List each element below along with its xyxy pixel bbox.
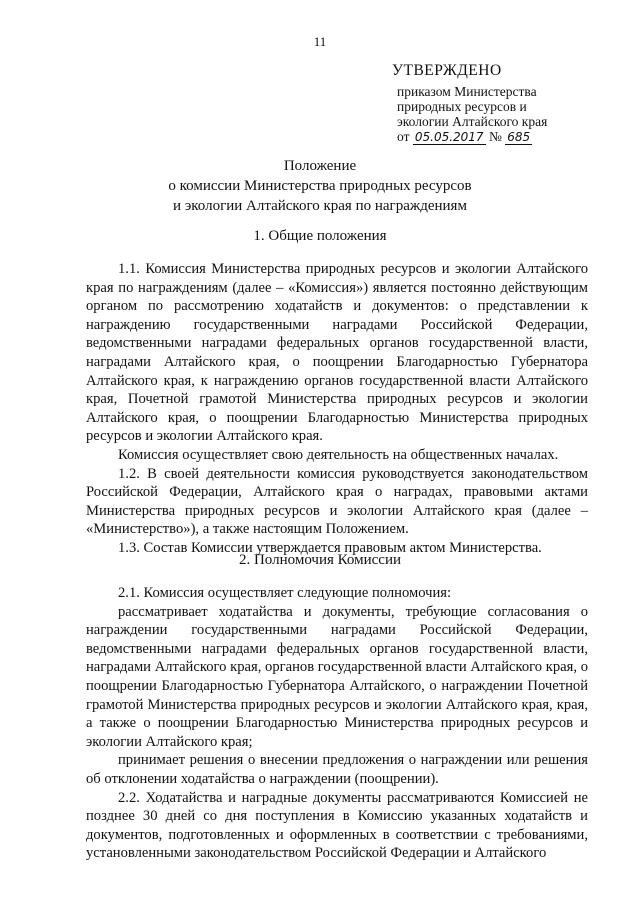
section-2-heading: 2. Полномочия Комиссии xyxy=(238,552,402,568)
title-line-2: о комиссии Министерства природных ресурсов xyxy=(168,178,472,194)
paragraph-1-1b: Комиссия осуществляет свою деятельность на общественных началах. xyxy=(118,446,559,463)
approval-block xyxy=(397,84,587,145)
paragraph-1-3: 1.3. Состав Комиссии утверждается правовым актом Министерства. xyxy=(118,539,542,556)
approval-line-3: экологии Алтайского края xyxy=(397,114,548,129)
number-prefix: № xyxy=(488,129,502,144)
paragraph-2-2: 2.2. Ходатайства и наградные документы рассматриваются Комиссией не позднее 30 дней со дня поступления в Комиссию указанных ходатайств и документов, подготовленных и оформленных в соответствии с требованиями, установленными законодательством Российской Федерации и Алтайского xyxy=(86,789,588,862)
paragraph-1-2: 1.2. В своей деятельности комиссия руководствуется законодательством Российской Федерации, Алтайского края о наградах, правовыми актами Министерства природных ресурсов и экологии Алтайского края (далее – «Министерство»), а также настоящим Положением. xyxy=(86,465,588,538)
paragraph-1-1: 1.1. Комиссия Министерства природных ресурсов и экологии Алтайского края по награждениям (далее – «Комиссия») является постоянно действующим органом по рассмотрению ходатайств и документов: о представлении к награждению государственными наградами Российской Федерации, ведомственными наградами федеральных органов государственной власти, наградами Алтайского края, о поощрении Благодарностью Губернатора Алтайского края, к награждению органов государственной власти Алтайского края, Почетной грамотой Министерства природных ресурсов и экологии Алтайского края, о поощрении Благодарностью Министерства природных ресурсов и экологии Алтайского края. xyxy=(86,261,588,445)
date-prefix: от xyxy=(397,129,410,144)
section-1-body xyxy=(86,260,588,558)
approval-line-2: природных ресурсов и xyxy=(397,99,527,114)
approval-date-line xyxy=(397,129,587,145)
approval-heading: УТВЕРЖДЕНО xyxy=(392,62,502,79)
title-line-3: и экологии Алтайского края по награждениям xyxy=(173,198,467,214)
section-2-body xyxy=(86,584,588,863)
page-number: 11 xyxy=(313,34,327,49)
paragraph-2-1b: принимает решения о внесении предложения о награждении или решения об отклонении ходатайства о награждении (поощрении). xyxy=(86,752,588,787)
handwritten-date: 05.05.2017 xyxy=(414,130,484,144)
approval-line-1: приказом Министерства xyxy=(397,84,537,99)
document-title xyxy=(0,156,640,216)
paragraph-2-1: 2.1. Комиссия осуществляет следующие полномочия: xyxy=(118,585,452,601)
paragraph-2-1a: рассматривает ходатайства и документы, требующие согласования о награждении государственными наградами Российской Федерации, ведомственными наградами федеральных органов государственной власти, наградами Алтайского края, органов государственной власти Алтайского края, о поощрении Благодарностью Губернатора Алтайского, о награждении Почетной грамотой Министерства природных ресурсов и экологии Алтайского края, края, а также о поощрении Благодарностью Министерства природных ресурсов и экологии Алтайского края; xyxy=(86,603,588,750)
section-1-heading: 1. Общие положения xyxy=(253,228,387,244)
handwritten-number: 685 xyxy=(507,130,531,144)
title-line-1: Положение xyxy=(283,158,357,174)
